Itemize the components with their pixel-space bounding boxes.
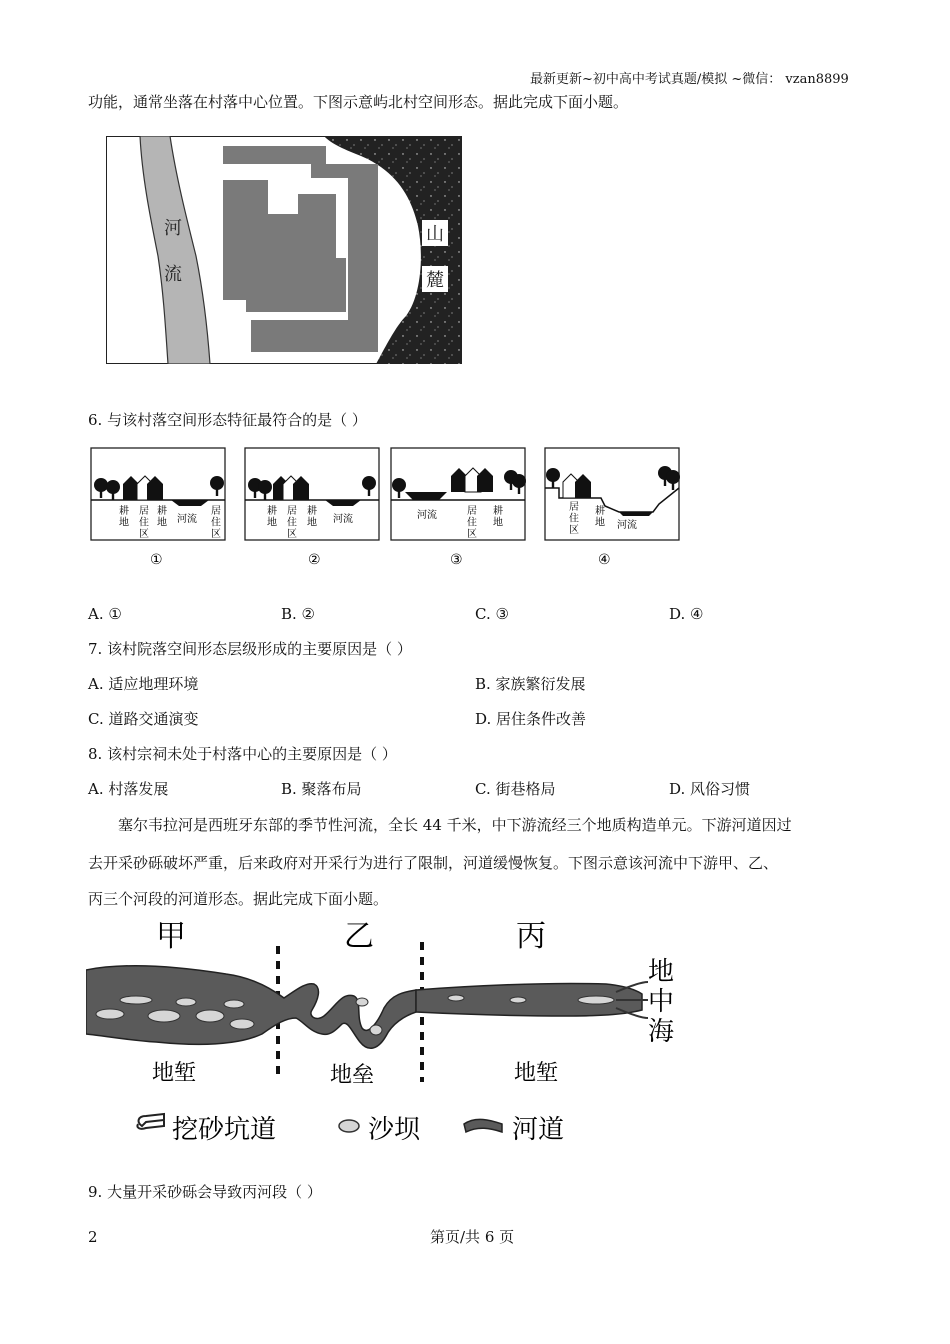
sandbar — [148, 1010, 180, 1022]
sandbar — [120, 996, 152, 1004]
q9-stem: 9. 大量开采砂砾会导致丙河段（ ） — [88, 1183, 322, 1201]
panel-4 — [545, 448, 680, 540]
passage2-line2: 去开采砂砾破坏严重，后来政府对开采行为进行了限制，河道缓慢恢复。下图示意该河流中下游甲、乙、 — [88, 854, 779, 872]
legend-dig-channel-icon — [137, 1114, 164, 1129]
q7-stem: 7. 该村院落空间形态层级形成的主要原因是（ ） — [88, 640, 412, 658]
q8-option-b[interactable]: B. 聚落布局 — [281, 780, 362, 798]
footer-page-number: 2 — [88, 1228, 98, 1246]
p2-label-2: 居住区 — [287, 506, 297, 540]
p2-label-1: 耕地 — [267, 506, 277, 529]
legend-channel-label: 河道 — [512, 1115, 565, 1145]
legend-channel-icon — [464, 1119, 502, 1132]
section-label-jia: 甲 — [156, 919, 186, 954]
unit-label-yi: 地垒 — [330, 1063, 375, 1088]
unit-label-bing: 地堑 — [514, 1061, 559, 1086]
sandbar — [510, 997, 526, 1003]
q6-stem: 6. 与该村落空间形态特征最符合的是（ ） — [88, 411, 367, 429]
unit-label-jia: 地堑 — [152, 1061, 197, 1086]
sea-label-3: 海 — [648, 1017, 675, 1047]
panel-3-id: ③ — [450, 552, 463, 568]
legend-sandbar-icon — [339, 1120, 359, 1132]
p1-label-1: 耕地 — [119, 506, 129, 529]
sandbar — [370, 1025, 382, 1035]
reach-jia — [86, 966, 416, 1049]
section-label-bing: 丙 — [516, 919, 546, 954]
sandbar — [230, 1019, 254, 1029]
q7-option-c[interactable]: C. 道路交通演变 — [88, 710, 199, 728]
panel-4-id: ④ — [598, 552, 611, 568]
sandbar — [176, 998, 196, 1006]
intro-line: 功能，通常坐落在村落中心位置。下图示意屿北村空间形态。据此完成下面小题。 — [88, 93, 629, 111]
panel-3 — [391, 448, 526, 540]
q8-stem: 8. 该村宗祠未处于村落中心的主要原因是（ ） — [88, 745, 397, 763]
p4-label-1: 居住区 — [569, 502, 579, 536]
footer-page-label: 第页/共 6 页 — [430, 1228, 515, 1246]
sandbar — [196, 1010, 224, 1022]
p4-label-3: 河流 — [617, 520, 637, 531]
q6-option-a[interactable]: A. ① — [88, 605, 122, 623]
q6-option-c[interactable]: C. ③ — [475, 605, 509, 623]
q7-option-b[interactable]: B. 家族繁衍发展 — [475, 675, 586, 693]
mountain-label-2: 麓 — [426, 270, 444, 291]
river-channel-figure — [86, 912, 686, 1152]
sandbar — [356, 998, 368, 1006]
q8-option-c[interactable]: C. 街巷格局 — [475, 780, 556, 798]
sea-label-1: 地 — [648, 957, 675, 987]
q6-panels — [88, 444, 688, 574]
q6-option-b[interactable]: B. ② — [281, 605, 316, 623]
legend — [137, 1114, 564, 1145]
p1-label-3: 耕地 — [157, 506, 167, 529]
river-label-1: 河 — [164, 218, 182, 239]
legend-sandbar-label: 沙坝 — [368, 1115, 421, 1145]
legend-dig-channel-label: 挖砂坑道 — [172, 1115, 277, 1145]
p2-label-4: 河流 — [333, 514, 353, 525]
p4-label-2: 耕地 — [595, 506, 605, 529]
p1-label-4: 河流 — [177, 514, 197, 525]
village-map-figure — [106, 136, 462, 364]
panel-1 — [91, 448, 225, 540]
p3-label-2: 居住区 — [467, 506, 477, 540]
q7-option-a[interactable]: A. 适应地理环境 — [88, 675, 199, 693]
q6-option-d[interactable]: D. ④ — [669, 605, 704, 623]
sandbar — [448, 995, 464, 1001]
sandbar — [224, 1000, 244, 1008]
p1-label-5: 居住区 — [211, 506, 221, 540]
p3-label-3: 耕地 — [493, 506, 503, 529]
p1-label-2: 居住区 — [139, 506, 149, 540]
sandbar — [96, 1009, 124, 1019]
p2-label-3: 耕地 — [307, 506, 317, 529]
river-label-2: 流 — [164, 264, 182, 285]
panel-2-id: ② — [308, 552, 321, 568]
header-note: 最新更新~初中高中考试真题/模拟 ~微信： vzan8899 — [530, 72, 849, 87]
q8-option-d[interactable]: D. 风俗习惯 — [669, 780, 751, 798]
mountain-label-1: 山 — [426, 224, 444, 245]
section-label-yi: 乙 — [344, 919, 374, 954]
passage2-line1: 塞尔韦拉河是西班牙东部的季节性河流，全长 44 千米，中下游流经三个地质构造单元。下游河道因过 — [118, 816, 792, 834]
sandbar — [578, 996, 614, 1004]
p3-label-1: 河流 — [417, 510, 437, 521]
panel-2 — [245, 448, 379, 540]
q8-option-a[interactable]: A. 村落发展 — [88, 780, 169, 798]
passage2-line3: 丙三个河段的河道形态。据此完成下面小题。 — [88, 890, 389, 908]
q7-option-d[interactable]: D. 居住条件改善 — [475, 710, 587, 728]
panel-1-id: ① — [150, 552, 163, 568]
sea-label-2: 中 — [648, 987, 675, 1017]
